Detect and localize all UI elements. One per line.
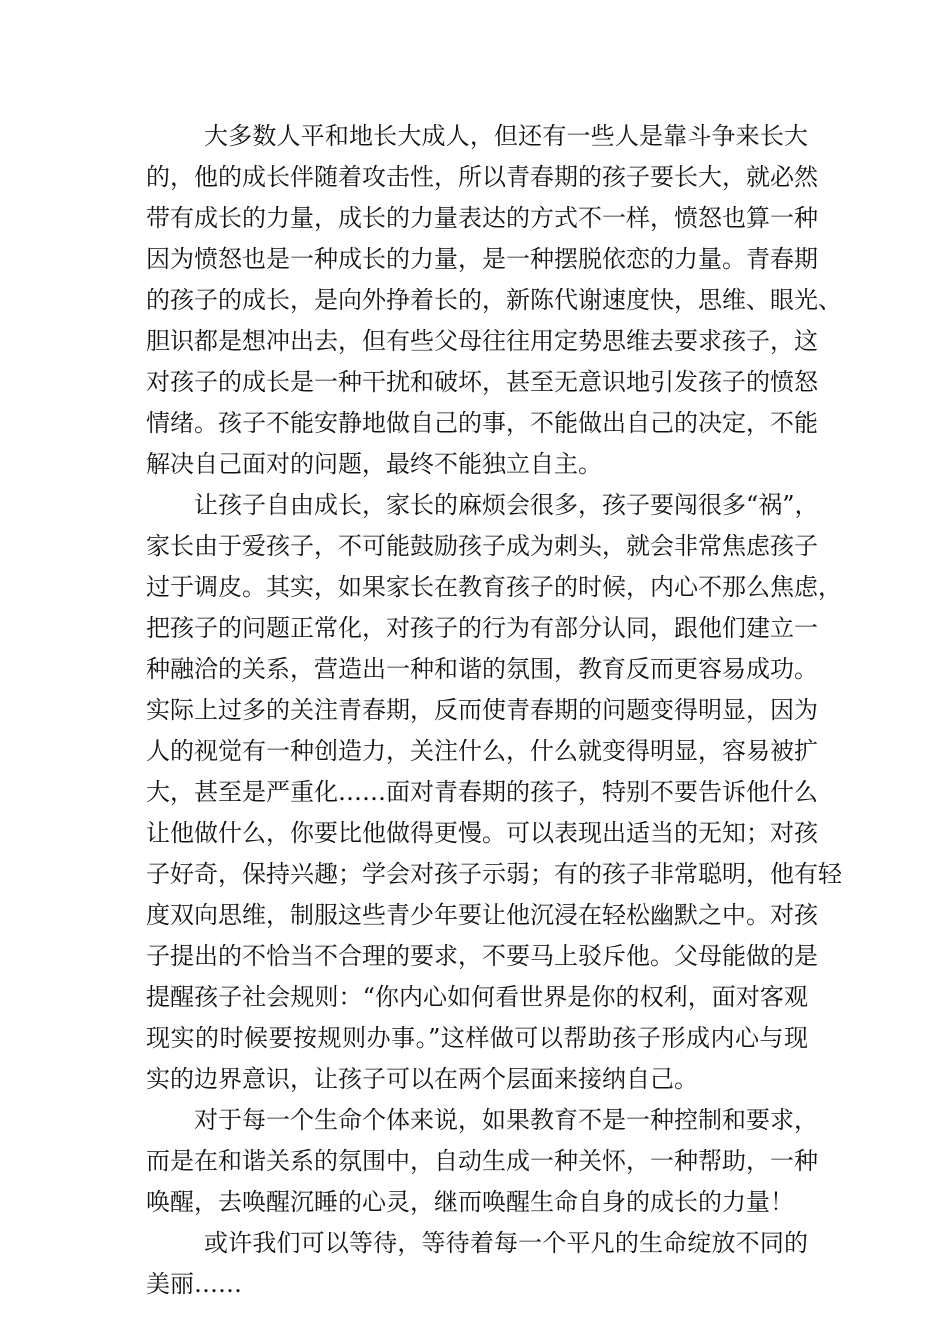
text-line: 带有成长的力量，成长的力量表达的方式不一样，愤怒也算一种: [146, 204, 818, 232]
text-line: 胆识都是想冲出去，但有些父母往往用定势思维去要求孩子，这: [146, 327, 818, 355]
text-line: 实际上过多的关注青春期，反而使青春期的问题变得明显，因为: [146, 696, 818, 724]
text-line: 唤醒，去唤醒沉睡的心灵，继而唤醒生命自身的成长的力量！: [146, 1188, 794, 1216]
text-line: 对于每一个生命个体来说，如果教育不是一种控制和要求，: [194, 1106, 818, 1134]
paragraph-3: [146, 1100, 818, 1223]
text-line: 提醒孩子社会规则：“你内心如何看世界是你的权利，面对客观: [146, 983, 808, 1011]
text-line: 让孩子自由成长，家长的麻烦会很多，孩子要闯很多“祸”，: [194, 491, 819, 519]
paragraph-2: [146, 485, 842, 1100]
text-line: 解决自己面对的问题，最终不能独立自主。: [146, 450, 602, 478]
text-line: 美丽……: [146, 1270, 242, 1298]
text-line: 过于调皮。其实，如果家长在教育孩子的时候，内心不那么焦虑，: [146, 573, 842, 601]
text-line: 情绪。孩子不能安静地做自己的事，不能做出自己的决定，不能: [146, 409, 818, 437]
text-line: 对孩子的成长是一种干扰和破坏，甚至无意识地引发孩子的愤怒: [146, 368, 818, 396]
text-line: 让他做什么，你要比他做得更慢。可以表现出适当的无知；对孩: [146, 819, 818, 847]
text-line: 家长由于爱孩子，不可能鼓励孩子成为刺头，就会非常焦虑孩子: [146, 532, 818, 560]
text-line: 子好奇，保持兴趣；学会对孩子示弱；有的孩子非常聪明，他有轻: [146, 860, 842, 888]
text-line: 度双向思维，制服这些青少年要让他沉浸在轻松幽默之中。对孩: [146, 901, 818, 929]
text-line: 子提出的不恰当不合理的要求，不要马上驳斥他。父母能做的是: [146, 942, 818, 970]
text-line: 大多数人平和地长大成人，但还有一些人是靠斗争来长大: [204, 122, 808, 150]
paragraph-1: [146, 116, 842, 485]
text-line: 的，他的成长伴随着攻击性，所以青春期的孩子要长大，就必然: [146, 163, 818, 191]
paragraph-4: [146, 1223, 808, 1305]
text-line: 把孩子的问题正常化，对孩子的行为有部分认同，跟他们建立一: [146, 614, 818, 642]
text-line: 因为愤怒也是一种成长的力量，是一种摆脱依恋的力量。青春期: [146, 245, 818, 273]
text-line: 或许我们可以等待，等待着每一个平凡的生命绽放不同的: [204, 1229, 808, 1257]
text-line: 人的视觉有一种创造力，关注什么，什么就变得明显，容易被扩: [146, 737, 818, 765]
text-line: 的孩子的成长，是向外挣着长的，新陈代谢速度快，思维、眼光、: [146, 286, 842, 314]
text-line: 而是在和谐关系的氛围中，自动生成一种关怀，一种帮助，一种: [146, 1147, 818, 1175]
text-line: 现实的时候要按规则办事。”这样做可以帮助孩子形成内心与现: [146, 1024, 808, 1052]
text-line: 实的边界意识，让孩子可以在两个层面来接纳自己。: [146, 1065, 698, 1093]
text-line: 种融洽的关系，营造出一种和谐的氛围，教育反而更容易成功。: [146, 655, 818, 683]
document-body: [146, 116, 842, 1305]
text-line: 大，甚至是严重化……面对青春期的孩子，特别不要告诉他什么: [146, 778, 818, 806]
